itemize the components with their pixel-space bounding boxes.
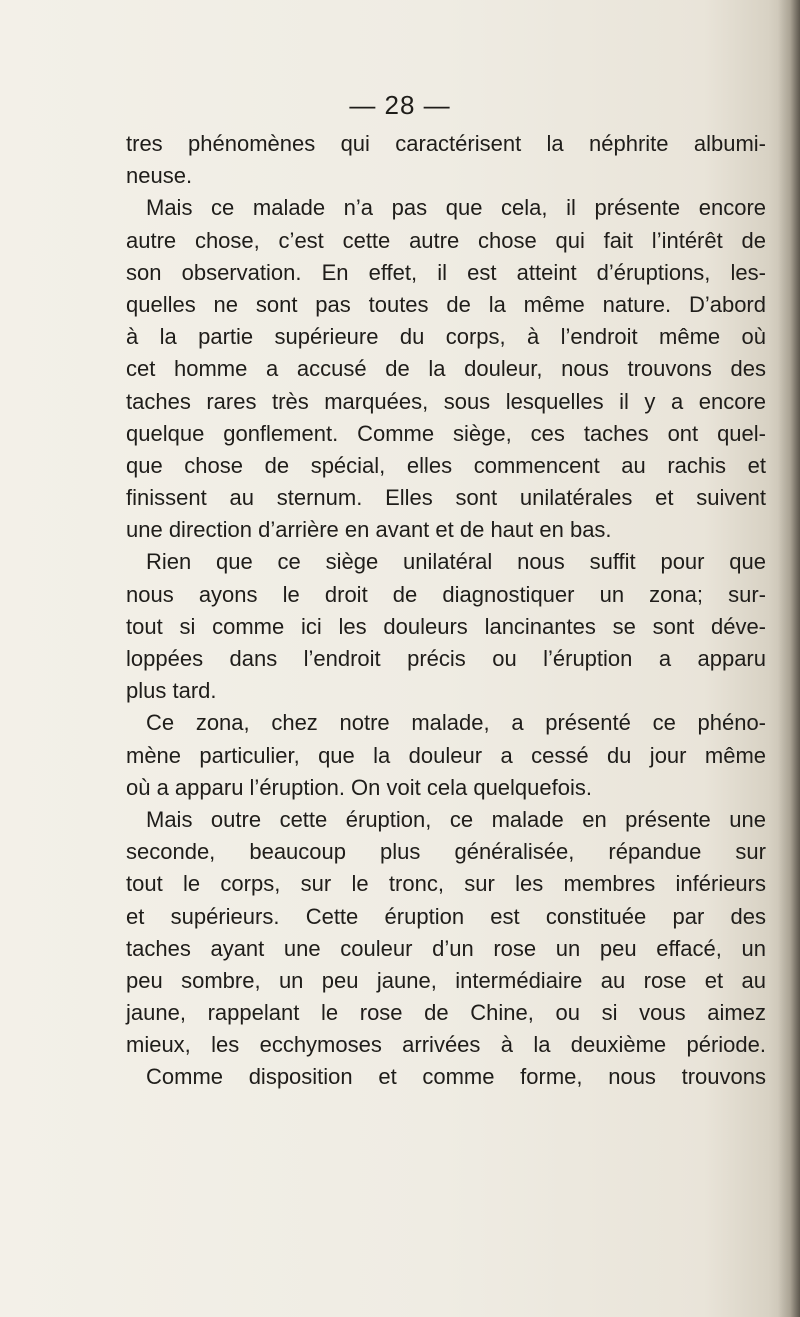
text-line: quelque gonflement. Comme siège, ces taches ont quel- [126, 420, 766, 446]
text-line: jaune, rappelant le rose de Chine, ou si vous aimez [126, 1000, 766, 1026]
text-line: tres phénomènes qui caractérisent la néphrite albumi- [126, 131, 766, 156]
text-line: mieux, les ecchymoses arrivées à la deuxième période. [126, 1032, 766, 1058]
text-line: à la partie supérieure du corps, à l’endroit même où [126, 324, 766, 350]
page-binding-shadow [778, 0, 800, 1317]
text-line: taches rares très marquées, sous lesquelles il y a encore [126, 388, 766, 414]
text-line: peu sombre, un peu jaune, intermédiaire au rose et au [126, 967, 766, 993]
text-line: tout le corps, sur le tronc, sur les membres inférieurs [126, 871, 766, 897]
text-line: cet homme a accusé de la douleur, nous trouvons des [126, 356, 766, 382]
text-line: taches ayant une couleur d’un rose un peu effacé, un [126, 935, 766, 961]
text-line: Rien que ce siège unilatéral nous suffit pour que [146, 549, 766, 575]
text-line: quelles ne sont pas toutes de la même nature. D’abord [126, 291, 766, 317]
page-number: — 28 — [349, 90, 451, 120]
text-line: nous ayons le droit de diagnostiquer un zona; sur- [126, 581, 766, 607]
body-text [126, 128, 766, 1094]
text-line: Ce zona, chez notre malade, a présenté ce phéno- [146, 710, 766, 736]
text-line: mène particulier, que la douleur a cessé du jour même [126, 742, 766, 768]
text-line: Mais ce malade n’a pas que cela, il présente encore [146, 195, 766, 221]
text-line: seconde, beaucoup plus généralisée, répandue sur [126, 839, 766, 865]
text-line: Comme disposition et comme forme, nous trouvons [146, 1064, 766, 1090]
text-line: et supérieurs. Cette éruption est constituée par des [126, 903, 766, 929]
text-line: finissent au sternum. Elles sont unilatérales et suivent [126, 485, 766, 511]
text-line: neuse. [126, 163, 193, 189]
text-line: loppées dans l’endroit précis ou l’éruption a apparu [126, 646, 766, 671]
text-line: tout si comme ici les douleurs lancinantes se sont déve- [126, 613, 766, 639]
text-line: plus tard. [126, 678, 217, 704]
text-line: où a apparu l’éruption. On voit cela quelquefois. [126, 774, 592, 800]
text-line: que chose de spécial, elles commencent au rachis et [126, 452, 766, 478]
text-line: Mais outre cette éruption, ce malade en présente une [146, 806, 766, 832]
text-line: autre chose, c’est cette autre chose qui fait l’intérêt de [126, 227, 766, 253]
text-line: une direction d’arrière en avant et de haut en bas. [126, 517, 612, 543]
text-line: son observation. En effet, il est atteint d’éruptions, les- [126, 259, 766, 285]
